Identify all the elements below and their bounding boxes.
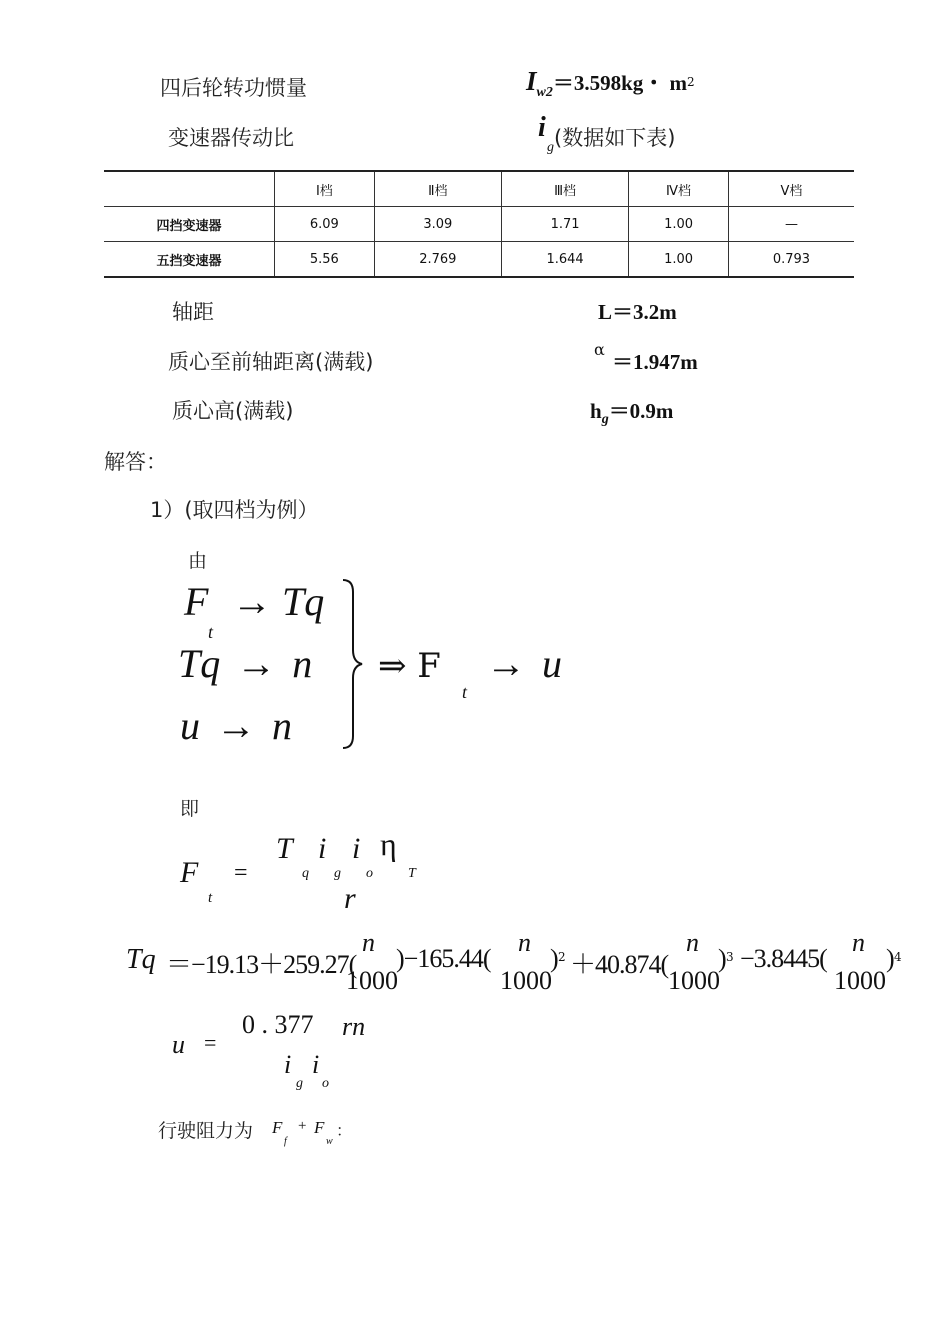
inertia-superscript: 2 — [687, 75, 695, 89]
inertia-subscript: w2 — [536, 85, 553, 100]
ft-lhs: F — [180, 856, 199, 889]
ft-lhs-sub: t — [208, 890, 213, 906]
table-cell: 1.71 — [501, 207, 628, 242]
tq-frac4-num: n — [852, 928, 865, 957]
res-colon: ： — [336, 1121, 353, 1140]
table-header-cell: Ⅳ档 — [629, 171, 729, 207]
tq-close-3: ) — [718, 944, 727, 973]
tq-term-3: ＋40.874( — [570, 950, 669, 979]
u-equals: = — [204, 1030, 217, 1055]
table-header-row — [104, 171, 854, 207]
res-w-sub: w — [326, 1136, 333, 1147]
table-cell: 3.09 — [374, 207, 501, 242]
tq-term-4: −3.8445( — [740, 944, 827, 973]
gear-ratio-symbol: i — [538, 112, 546, 143]
chain-t-subscript: t — [208, 622, 214, 642]
tq-frac2-den: 1000 — [500, 966, 552, 995]
table-row-label: 五挡变速器 — [104, 242, 275, 278]
tq-term-1: ＝−19.13＋259.27( — [166, 950, 357, 979]
you-word: 由 — [188, 550, 208, 572]
inertia-symbol: I — [526, 66, 537, 96]
u-den-i1: i — [284, 1050, 292, 1079]
inertia-label: 四后轮转功惯量 — [160, 76, 307, 100]
wheelbase-value: L＝3.2m — [598, 300, 677, 324]
tq-frac1-num: n — [362, 928, 375, 957]
tq-term-2: )−165.44( — [396, 944, 491, 973]
table-header-cell: Ⅲ档 — [501, 171, 628, 207]
step-heading: 1）(取四档为例） — [150, 498, 319, 522]
table-cell: 6.09 — [275, 207, 375, 242]
gear-ratio-subscript: g — [547, 140, 554, 155]
chain-line-3: u → n — [180, 703, 292, 748]
cg-height-value — [590, 395, 673, 425]
ft-equals: = — [234, 860, 248, 886]
ft-num-q: q — [302, 866, 309, 881]
gear-ratio-note: (数据如下表) — [554, 126, 676, 150]
chain-line-1-rhs: → Tq — [232, 579, 325, 624]
res-f-sub: f — [284, 1136, 287, 1147]
tq-frac1-den: 1000 — [346, 966, 398, 995]
res-F1: F — [272, 1118, 283, 1137]
u-lhs: u — [172, 1030, 185, 1059]
wheelbase-label: 轴距 — [172, 300, 214, 324]
gear-ratio-table — [104, 170, 854, 278]
u-num-const: 0 . 377 — [242, 1010, 314, 1039]
ft-num-o: o — [366, 866, 373, 881]
chain-line-1 — [184, 578, 208, 625]
table-header-cell: Ⅱ档 — [374, 171, 501, 207]
gear-ratio-label: 变速器传动比 — [168, 126, 294, 150]
resistance-label: 行驶阻力为 — [158, 1120, 254, 1142]
gear-ratio-value — [538, 112, 546, 144]
ft-num-i2: i — [352, 832, 361, 865]
tq-frac3-num: n — [686, 928, 699, 957]
u-num-rn: rn — [342, 1012, 366, 1041]
cg-height-subscript: g — [601, 412, 609, 427]
table-row — [104, 207, 854, 242]
u-den-o: o — [322, 1076, 329, 1091]
tq-frac3-den: 1000 — [668, 966, 720, 995]
right-brace-icon — [340, 578, 364, 750]
ft-num-i1: i — [318, 832, 327, 865]
table-row-label: 四挡变速器 — [104, 207, 275, 242]
table-cell: 1.00 — [629, 242, 729, 278]
result-t-subscript: t — [462, 682, 468, 702]
cg-front-label: 质心至前轴距离(满载) — [168, 350, 374, 374]
inertia-number: ＝3.598kg・ m — [552, 71, 688, 95]
cg-height-symbol: h — [590, 399, 602, 423]
tq-pow-2: 2 — [558, 950, 566, 964]
cg-height-number: ＝0.9m — [608, 399, 674, 423]
tq-lhs: Tq — [126, 944, 156, 975]
cg-front-value: ＝1.947m — [612, 350, 698, 374]
ft-num-g: g — [334, 866, 341, 881]
answer-heading: 解答： — [104, 450, 167, 474]
res-F2: F — [314, 1118, 325, 1137]
ft-num-T: T — [276, 832, 293, 865]
inertia-value — [526, 66, 695, 100]
table-header-cell: Ⅰ档 — [275, 171, 375, 207]
table-cell: 5.56 — [275, 242, 375, 278]
cg-height-label: 质心高(满载) — [172, 399, 294, 423]
ft-num-eta: η — [380, 826, 397, 862]
cg-front-symbol: α — [594, 340, 605, 359]
res-plus: + — [298, 1118, 307, 1134]
tq-frac2-num: n — [518, 928, 531, 957]
implies-result — [378, 640, 441, 687]
table-header-cell: Ⅴ档 — [728, 171, 854, 207]
table-cell: 1.00 — [629, 207, 729, 242]
implies-arrow: ⇒ F — [378, 646, 441, 686]
result-rhs: → u — [486, 641, 562, 686]
chain-f-symbol: F — [184, 579, 209, 624]
u-den-g: g — [296, 1076, 303, 1091]
u-den-i2: i — [312, 1050, 320, 1079]
table-row — [104, 242, 854, 278]
table-header-cell — [104, 171, 275, 207]
ft-den-r: r — [344, 882, 356, 915]
table-cell: 1.644 — [501, 242, 628, 278]
table-cell: — — [728, 207, 854, 242]
tq-pow-3: 3 — [726, 950, 734, 964]
tq-frac4-den: 1000 — [834, 966, 886, 995]
table-cell: 0.793 — [728, 242, 854, 278]
tq-close-4: ) — [886, 944, 895, 973]
ft-num-T-sub: T — [408, 866, 416, 881]
ji-word: 即 — [180, 798, 200, 820]
tq-close-2: ) — [550, 944, 559, 973]
tq-pow-4: 4 — [894, 950, 902, 964]
chain-line-2: Tq → n — [178, 641, 313, 686]
table-cell: 2.769 — [374, 242, 501, 278]
